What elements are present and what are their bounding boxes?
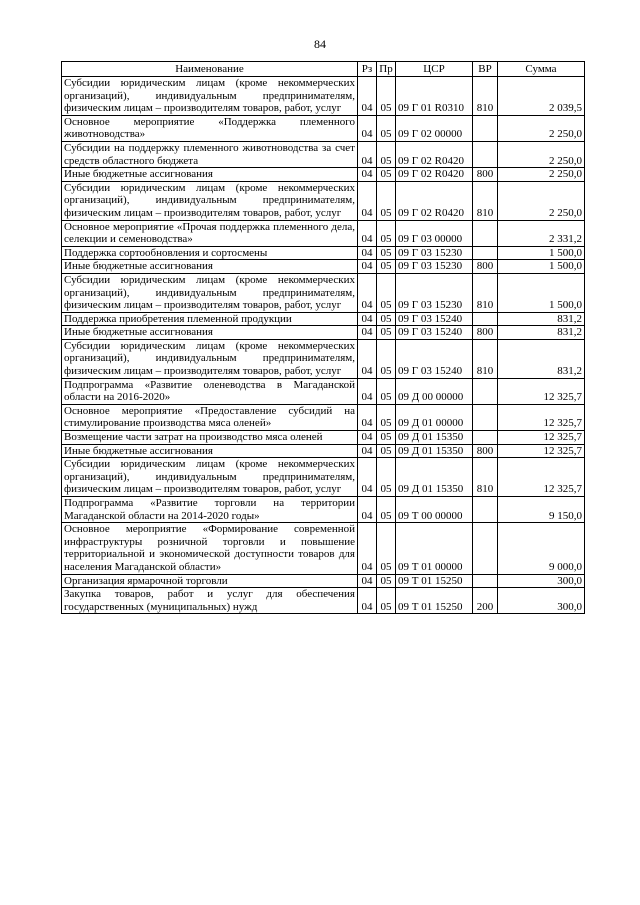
row-csr: 09 Д 01 15350 [396, 458, 473, 497]
row-csr: 09 Г 02 R0420 [396, 181, 473, 220]
row-rz: 04 [358, 77, 377, 116]
row-vr: 800 [473, 326, 498, 340]
row-pr: 05 [377, 77, 396, 116]
row-vr: 800 [473, 444, 498, 458]
row-vr: 200 [473, 588, 498, 614]
row-vr [473, 378, 498, 404]
row-name: Субсидии юридическим лицам (кроме некоммерческих организаций), индивидуальным предпринимателям, физическим лицам – производителям товаров, работ, услуг [62, 339, 358, 378]
row-vr [473, 574, 498, 588]
row-sum: 9 150,0 [498, 497, 585, 523]
table-row [62, 326, 585, 340]
row-rz: 04 [358, 431, 377, 445]
row-csr: 09 Г 03 00000 [396, 220, 473, 246]
table-row [62, 115, 585, 141]
row-csr: 09 Г 02 00000 [396, 115, 473, 141]
row-csr: 09 Д 01 15350 [396, 444, 473, 458]
row-rz: 04 [358, 458, 377, 497]
row-pr: 05 [377, 523, 396, 574]
row-sum: 831,2 [498, 312, 585, 326]
row-sum: 831,2 [498, 326, 585, 340]
row-vr [473, 431, 498, 445]
row-csr: 09 Т 01 00000 [396, 523, 473, 574]
row-pr: 05 [377, 260, 396, 274]
row-csr: 09 Д 01 15350 [396, 431, 473, 445]
row-pr: 05 [377, 404, 396, 430]
row-rz: 04 [358, 181, 377, 220]
row-name: Организация ярмарочной торговли [62, 574, 358, 588]
header-name: Наименование [62, 62, 358, 77]
row-rz: 04 [358, 260, 377, 274]
row-pr: 05 [377, 220, 396, 246]
row-csr: 09 Т 00 00000 [396, 497, 473, 523]
table-row [62, 339, 585, 378]
row-vr: 800 [473, 168, 498, 182]
row-rz: 04 [358, 404, 377, 430]
row-vr [473, 220, 498, 246]
table-row [62, 431, 585, 445]
row-sum: 1 500,0 [498, 246, 585, 260]
row-pr: 05 [377, 444, 396, 458]
header-sum: Сумма [498, 62, 585, 77]
row-vr [473, 246, 498, 260]
table-row [62, 378, 585, 404]
row-sum: 2 331,2 [498, 220, 585, 246]
row-name: Подпрограмма «Развитие оленеводства в Магаданской области на 2016-2020» [62, 378, 358, 404]
table-row [62, 588, 585, 614]
row-name: Иные бюджетные ассигнования [62, 444, 358, 458]
header-rz: Рз [358, 62, 377, 77]
row-vr: 810 [473, 273, 498, 312]
row-sum: 831,2 [498, 339, 585, 378]
row-name: Субсидии юридическим лицам (кроме некоммерческих организаций), индивидуальным предпринимателям, физическим лицам – производителям товаров, работ, услуг [62, 273, 358, 312]
row-sum: 300,0 [498, 588, 585, 614]
row-pr: 05 [377, 431, 396, 445]
row-rz: 04 [358, 115, 377, 141]
row-name: Подпрограмма «Развитие торговли на территории Магаданской области на 2014-2020 годы» [62, 497, 358, 523]
row-csr: 09 Г 01 R0310 [396, 77, 473, 116]
row-rz: 04 [358, 444, 377, 458]
row-name: Иные бюджетные ассигнования [62, 260, 358, 274]
row-vr [473, 404, 498, 430]
row-sum: 12 325,7 [498, 431, 585, 445]
row-csr: 09 Г 03 15230 [396, 273, 473, 312]
table-row [62, 260, 585, 274]
row-pr: 05 [377, 574, 396, 588]
row-csr: 09 Д 00 00000 [396, 378, 473, 404]
row-rz: 04 [358, 246, 377, 260]
table-row [62, 404, 585, 430]
row-vr [473, 115, 498, 141]
row-rz: 04 [358, 339, 377, 378]
row-pr: 05 [377, 339, 396, 378]
row-pr: 05 [377, 312, 396, 326]
row-csr: 09 Д 01 00000 [396, 404, 473, 430]
row-name: Иные бюджетные ассигнования [62, 168, 358, 182]
row-name: Субсидии юридическим лицам (кроме некоммерческих организаций), индивидуальным предпринимателям, физическим лицам – производителям товаров, работ, услуг [62, 181, 358, 220]
row-vr [473, 141, 498, 167]
row-name: Закупка товаров, работ и услуг для обеспечения государственных (муниципальных) нужд [62, 588, 358, 614]
row-vr [473, 523, 498, 574]
row-rz: 04 [358, 312, 377, 326]
row-csr: 09 Г 03 15240 [396, 339, 473, 378]
row-pr: 05 [377, 588, 396, 614]
row-rz: 04 [358, 326, 377, 340]
row-sum: 2 250,0 [498, 168, 585, 182]
row-pr: 05 [377, 141, 396, 167]
row-rz: 04 [358, 574, 377, 588]
row-name: Основное мероприятие «Прочая поддержка племенного дела, селекции и семеноводства» [62, 220, 358, 246]
row-vr: 800 [473, 260, 498, 274]
row-rz: 04 [358, 523, 377, 574]
row-csr: 09 Г 03 15240 [396, 312, 473, 326]
row-vr: 810 [473, 458, 498, 497]
row-vr: 810 [473, 181, 498, 220]
table-row [62, 523, 585, 574]
row-name: Иные бюджетные ассигнования [62, 326, 358, 340]
header-vr: ВР [473, 62, 498, 77]
row-pr: 05 [377, 181, 396, 220]
table-header-row [62, 62, 585, 77]
row-name: Поддержка сортообновления и сортосмены [62, 246, 358, 260]
row-name: Субсидии юридическим лицам (кроме некоммерческих организаций), индивидуальным предпринимателям, физическим лицам – производителям товаров, работ, услуг [62, 77, 358, 116]
row-rz: 04 [358, 273, 377, 312]
row-sum: 12 325,7 [498, 378, 585, 404]
row-name: Возмещение части затрат на производство мяса оленей [62, 431, 358, 445]
row-vr [473, 312, 498, 326]
table-row [62, 312, 585, 326]
row-name: Поддержка приобретения племенной продукции [62, 312, 358, 326]
row-csr: 09 Г 02 R0420 [396, 141, 473, 167]
row-sum: 300,0 [498, 574, 585, 588]
row-csr: 09 Т 01 15250 [396, 574, 473, 588]
page-number: 84 [314, 37, 326, 51]
row-vr: 810 [473, 339, 498, 378]
row-rz: 04 [358, 497, 377, 523]
row-pr: 05 [377, 378, 396, 404]
row-name: Основное мероприятие «Поддержка племенного животноводства» [62, 115, 358, 141]
header-pr: Пр [377, 62, 396, 77]
table-row [62, 574, 585, 588]
row-sum: 12 325,7 [498, 444, 585, 458]
table-row [62, 246, 585, 260]
row-name: Основное мероприятие «Формирование современной инфраструктуры розничной торговли и повышение территориальной и экономической доступности товаров для населения Магаданской области» [62, 523, 358, 574]
table-row [62, 497, 585, 523]
table-body [62, 77, 585, 614]
header-csr: ЦСР [396, 62, 473, 77]
table-row [62, 181, 585, 220]
row-rz: 04 [358, 168, 377, 182]
row-sum: 1 500,0 [498, 260, 585, 274]
table-row [62, 444, 585, 458]
row-csr: 09 Г 03 15230 [396, 246, 473, 260]
row-csr: 09 Г 03 15240 [396, 326, 473, 340]
table-row [62, 168, 585, 182]
row-sum: 9 000,0 [498, 523, 585, 574]
row-vr: 810 [473, 77, 498, 116]
row-rz: 04 [358, 378, 377, 404]
row-name: Основное мероприятие «Предоставление субсидий на стимулирование производства мяса оленей» [62, 404, 358, 430]
table-row [62, 220, 585, 246]
row-sum: 2 250,0 [498, 115, 585, 141]
table-row [62, 77, 585, 116]
row-rz: 04 [358, 141, 377, 167]
row-pr: 05 [377, 115, 396, 141]
row-sum: 2 039,5 [498, 77, 585, 116]
row-vr [473, 497, 498, 523]
table-row [62, 458, 585, 497]
row-csr: 09 Г 02 R0420 [396, 168, 473, 182]
row-rz: 04 [358, 220, 377, 246]
row-sum: 1 500,0 [498, 273, 585, 312]
row-sum: 2 250,0 [498, 141, 585, 167]
row-sum: 2 250,0 [498, 181, 585, 220]
row-csr: 09 Г 03 15230 [396, 260, 473, 274]
row-pr: 05 [377, 246, 396, 260]
row-pr: 05 [377, 273, 396, 312]
row-name: Субсидии на поддержку племенного животноводства за счет средств областного бюджета [62, 141, 358, 167]
row-sum: 12 325,7 [498, 458, 585, 497]
row-pr: 05 [377, 497, 396, 523]
row-csr: 09 Т 01 15250 [396, 588, 473, 614]
table-row [62, 141, 585, 167]
row-name: Субсидии юридическим лицам (кроме некоммерческих организаций), индивидуальным предпринимателям, физическим лицам – производителям товаров, работ, услуг [62, 458, 358, 497]
table-row [62, 273, 585, 312]
row-pr: 05 [377, 168, 396, 182]
row-rz: 04 [358, 588, 377, 614]
row-pr: 05 [377, 458, 396, 497]
row-sum: 12 325,7 [498, 404, 585, 430]
budget-table [61, 61, 585, 614]
row-pr: 05 [377, 326, 396, 340]
